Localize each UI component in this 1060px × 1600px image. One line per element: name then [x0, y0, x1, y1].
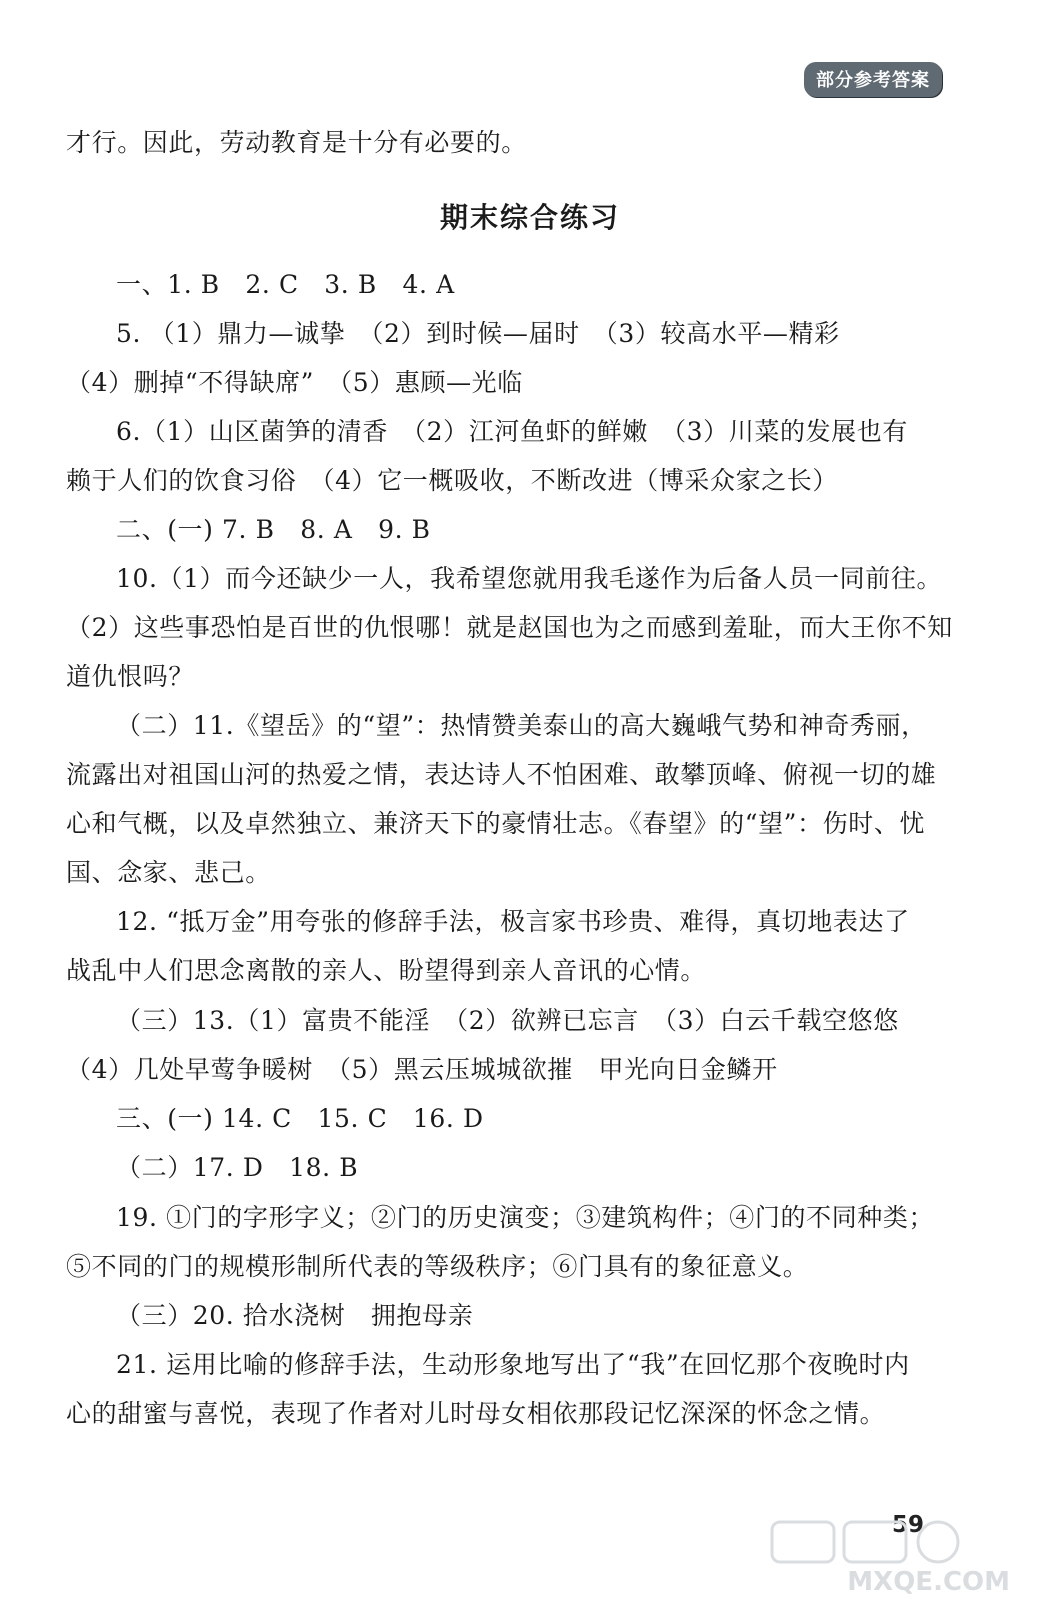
section-title: 期末综合练习 [439, 201, 620, 234]
text-line: 赖于人们的饮食习俗 （4）它一概吸收，不断改进（博采众家之长） [66, 466, 839, 495]
text-line: （三）20. 拾水浇树 拥抱母亲 [116, 1301, 474, 1330]
text-line: （二）17. D 18. B [116, 1153, 359, 1182]
text-line: 道仇恨吗？ [66, 662, 195, 691]
text-line: 流露出对祖国山河的热爱之情，表达诗人不怕困难、敢攀顶峰、俯视一切的雄 [66, 760, 937, 789]
page-number: 59 [891, 1512, 924, 1538]
text-line: （4）删掉“不得缺席” （5）惠顾—光临 [66, 368, 523, 397]
text-line: 心和气概，以及卓然独立、兼济天下的豪情壮志。《春望》的“望”：伤时、忧 [66, 809, 926, 838]
text-line: 12. “抵万金”用夸张的修辞手法，极言家书珍贵、难得，真切地表达了 [116, 907, 910, 936]
text-line: 5. （1）鼎力—诚挚 （2）到时候—届时 （3）较高水平—精彩 [116, 319, 840, 348]
text-line: 二、(一) 7. B 8. A 9. B [116, 515, 431, 544]
text-line: 才行。因此，劳动教育是十分有必要的。 [66, 128, 527, 157]
text-line: 心的甜蜜与喜悦，表现了作者对儿时母女相依那段记忆深深的怀念之情。 [66, 1399, 886, 1428]
watermark-text: MXQE.COM [847, 1567, 1010, 1596]
text-line: 21. 运用比喻的修辞手法，生动形象地写出了“我”在回忆那个夜晚时内 [116, 1350, 910, 1379]
text-line: （二）11.《望岳》的“望”：热情赞美泰山的高大巍峨气势和神奇秀丽， [116, 711, 927, 740]
text-line: 国、念家、悲己。 [66, 858, 271, 887]
section-badge: 部分参考答案 [804, 62, 942, 97]
text-line: ⑤不同的门的规模形制所代表的等级秩序；⑥门具有的象征意义。 [66, 1252, 809, 1281]
text-line: 6.（1）山区菌笋的清香 （2）江河鱼虾的鲜嫩 （3）川菜的发展也有 [116, 417, 908, 446]
text-line: 三、(一) 14. C 15. C 16. D [116, 1104, 484, 1133]
text-line: （4）几处早莺争暖树 （5）黑云压城城欲摧 甲光向日金鳞开 [66, 1055, 778, 1084]
text-line: 10.（1）而今还缺少一人，我希望您就用我毛遂作为后备人员一同前往。 [116, 564, 943, 593]
text-line: 战乱中人们思念离散的亲人、盼望得到亲人音讯的心情。 [66, 956, 707, 985]
text-line: （2）这些事恐怕是百世的仇恨哪！就是赵国也为之而感到羞耻，而大王你不知 [66, 613, 953, 642]
watermark-logo [680, 1520, 1020, 1596]
text-line: （三）13.（1）富贵不能淫 （2）欲辨已忘言 （3）白云千载空悠悠 [116, 1006, 899, 1035]
text-line: 一、1. B 2. C 3. B 4. A [116, 270, 455, 299]
text-line: 19. ①门的字形字义；②门的历史演变；③建筑构件；④门的不同种类； [116, 1203, 935, 1232]
